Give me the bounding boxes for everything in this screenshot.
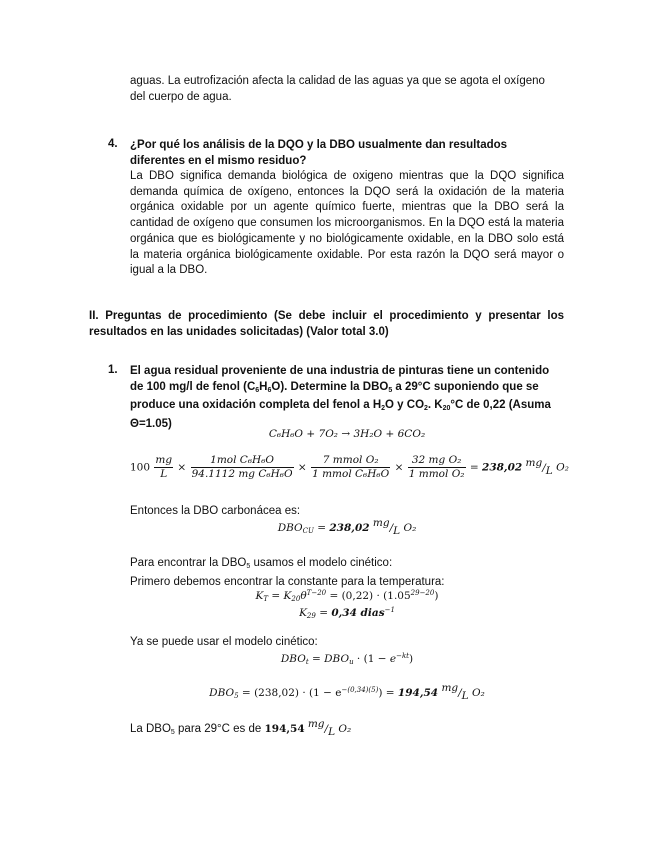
q4-title-line-1: ¿Por qué los análisis de la DQO y la DBO usualmente dan resultados — [130, 139, 508, 151]
intro-text — [130, 74, 570, 105]
dbo-cu-equation: $DBO_{CU} = 238,02$ mg/L O₂ — [277, 517, 417, 537]
section-2-heading: II. Preguntas de procedimiento (Se debe incluir el procedimiento y presentar los resultados en las unidades solicitadas) (Valor total 3.0) — [89, 310, 564, 338]
p1-number: 1. — [108, 364, 118, 376]
p1-line-3: produce una oxidación completa del fenol a $H_2O$ y $CO_2$. $K_{20}^\circ C$ de 0,22 (Asuma — [130, 399, 551, 413]
kinetic-line-1: Para encontrar la $DBO_5$ usamos el modelo cinético: — [130, 557, 393, 570]
p1-statement — [130, 364, 570, 433]
intro-line-2: del cuerpo de agua. — [130, 90, 232, 103]
p1-line-2: de 100 mg/l de fenol $(C_6H_6O)$. Determine la $DBO_5$ a 29°C suponiendo que se — [130, 380, 539, 394]
model-equation: $DBO_t = DBO_u \cdot (1 - e^{-kt})$ — [280, 652, 414, 666]
conversion-equation: 100 $\frac{mg}{L}$ × $\frac{\text{1mol C₆H₆O}}{\text{94.1112 mg C₆H₆O}}$ × $\frac{\text{7 mmol O₂}}{\text{1 mmol C₆H₆O}}$ × $\frac{\text{32 mg O₂}}{\text{1 mmol O₂}}$ = 238,02 mg/L O₂ — [130, 454, 569, 480]
kinetic-text — [130, 556, 445, 590]
k29-equation: $K_{29} = 0,34$ dias$^{-1}$ — [299, 606, 395, 620]
kt-equation: $K_T = K_{20}\theta^{T-20} = (0,22) \cdot (1.05^{29-20})$ — [255, 589, 439, 603]
intro-line-1: aguas. La eutrofización afecta la calidad de las aguas ya que se agota el oxígeno — [130, 75, 545, 87]
q4-title — [130, 138, 570, 169]
model-text: Ya se puede usar el modelo cinético: — [130, 636, 318, 648]
kinetic-line-2: Primero debemos encontrar la constante para la temperatura: — [130, 575, 445, 588]
q4-answer: La DBO significa demanda biológica de oxigeno mientras que la DQO significa demanda química de oxígeno, entonces la DQO será la oxidación de la materia orgánica oxidable por un agente químico fuerte, mientras que la DBO será la cantidad de oxígeno que consumen los microorganismos. En la DQO está la materia orgánica que es biológicamente y no biológicamente oxidable, en la DBO solo está la materia orgánica biológicamente oxidable. Por esta razón la DQO será mayor o igual a la DBO. — [130, 170, 564, 277]
final-result: La $DBO_5$ para 29°C es de 194,54 mg/L O₂ — [130, 718, 352, 738]
q4-number: 4. — [108, 138, 118, 150]
dbo5-equation: $DBO_5 = (238,02) \cdot (1 - e^{-(0,34)(5)}) = 194,54$ mg/L O₂ — [209, 682, 485, 702]
q4-title-line-2: diferentes en el mismo residuo? — [130, 154, 307, 167]
carb-text: Entonces la DBO carbonácea es: — [130, 505, 301, 517]
p1-line-4: Θ=1.05) — [130, 418, 172, 431]
reaction-equation: C₆H₆O + 7O₂ → 3H₂O + 6CO₂ — [268, 428, 426, 440]
p1-line-1: El agua residual proveniente de una industria de pinturas tiene un contenido — [130, 365, 550, 377]
